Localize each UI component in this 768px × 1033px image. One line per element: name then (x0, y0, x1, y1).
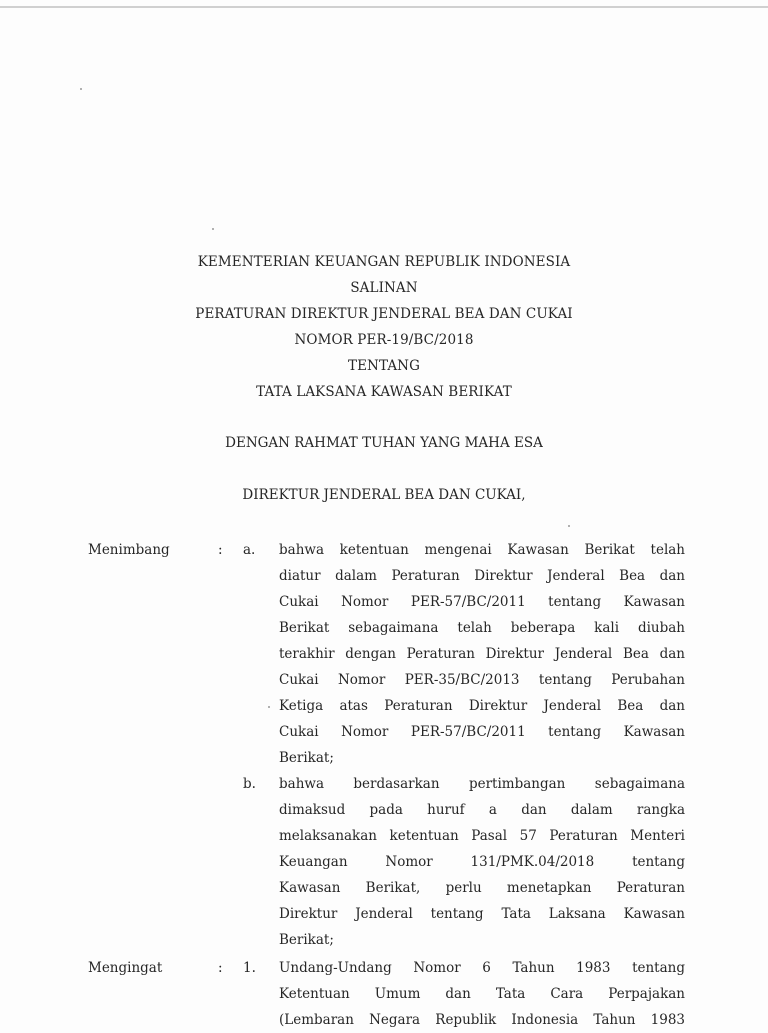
official-title: DIREKTUR JENDERAL BEA DAN CUKAI, (242, 487, 526, 503)
text-line: Cukai Nomor PER-57/BC/2011 tentang Kawasan (279, 594, 685, 610)
text-line: Berikat sebagaimana telah beberapa kali diubah (279, 620, 685, 636)
text-line: Cukai Nomor PER-35/BC/2013 tentang Perubahan (279, 672, 685, 688)
text-line: dimaksud pada huruf a dan dalam rangka (279, 802, 685, 818)
text-line: Keuangan Nomor 131/PMK.04/2018 tentang (279, 854, 685, 870)
item-marker: 1. (243, 960, 256, 976)
text-line: Direktur Jenderal tentang Tata Laksana Kawasan (279, 906, 685, 922)
scan-speck (80, 88, 82, 90)
text-line: melaksanakan ketentuan Pasal 57 Peraturan Menteri (279, 828, 685, 844)
copy-label: SALINAN (350, 280, 418, 296)
text-line: (Lembaran Negara Republik Indonesia Tahun 1983 (279, 1012, 685, 1028)
text-line: diatur dalam Peraturan Direktur Jenderal Bea dan (279, 568, 685, 584)
regulation-number: NOMOR PER-19/BC/2018 (294, 332, 474, 348)
text-line: terakhir dengan Peraturan Direktur Jenderal Bea dan (279, 646, 685, 662)
consideration-item-a (279, 537, 685, 771)
invocation: DENGAN RAHMAT TUHAN YANG MAHA ESA (225, 435, 543, 451)
item-marker: b. (243, 776, 256, 792)
text-line: Cukai Nomor PER-57/BC/2011 tentang Kawasan (279, 724, 685, 740)
text-line: Berikat; (279, 750, 334, 766)
section-label-menimbang: Menimbang (88, 542, 170, 558)
text-line: Undang-Undang Nomor 6 Tahun 1983 tentang (279, 960, 685, 976)
consideration-item-b (279, 771, 685, 953)
ministry-title: KEMENTERIAN KEUANGAN REPUBLIK INDONESIA (197, 254, 571, 270)
scan-speck (212, 228, 214, 230)
legal-basis-item-1 (279, 955, 685, 1033)
text-line: bahwa berdasarkan pertimbangan sebagaimana (279, 776, 685, 792)
text-line: Ketentuan Umum dan Tata Cara Perpajakan (279, 986, 685, 1002)
item-marker: a. (243, 542, 256, 558)
regulation-title: PERATURAN DIREKTUR JENDERAL BEA DAN CUKAI (195, 306, 573, 322)
text-line: Berikat; (279, 932, 334, 948)
document-header (0, 249, 768, 405)
section-colon: : (218, 960, 223, 976)
section-label-mengingat: Mengingat (88, 960, 163, 976)
scan-top-edge (0, 6, 768, 8)
about-label: TENTANG (348, 358, 420, 374)
text-line: Ketiga atas Peraturan Direktur Jenderal Bea dan (279, 698, 685, 714)
scan-speck (268, 706, 270, 708)
text-line: Kawasan Berikat, perlu menetapkan Peraturan (279, 880, 685, 896)
scan-speck (568, 525, 570, 527)
section-colon: : (218, 542, 223, 558)
regulation-subject: TATA LAKSANA KAWASAN BERIKAT (256, 384, 512, 400)
text-line: bahwa ketentuan mengenai Kawasan Berikat telah (279, 542, 685, 558)
